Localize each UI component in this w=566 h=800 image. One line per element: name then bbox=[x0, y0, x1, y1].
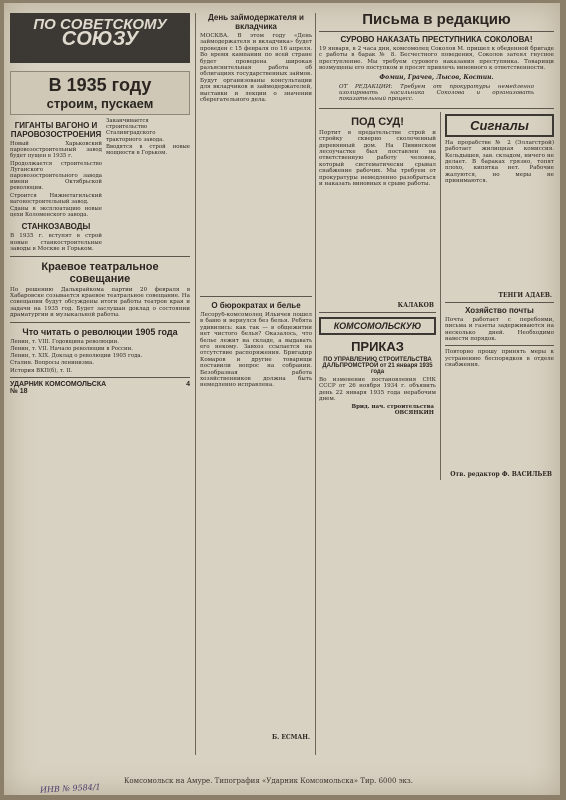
headline-box bbox=[10, 71, 190, 115]
lower-right-left bbox=[319, 112, 436, 481]
archive-stamp: ИНВ № 9584/1 bbox=[39, 782, 101, 795]
council-title: Краевое театральное совещание bbox=[41, 260, 159, 285]
signals-text: На прорабстве № 2 (Эллагстрой) работает жилищная комиссия. Кельдышев, зав. складом, ничего не делает. В бараках грязно, топят плохо, кипятка нет. Рабочие жалуются, но меры не принимаются. bbox=[444, 139, 554, 185]
list-item: Ленин, т. XIX. Доклад о революции 1905 года. bbox=[10, 353, 143, 360]
bureaucrats-author: Б. ЕСМАН. bbox=[272, 734, 310, 741]
section1-title: ГИГАНТЫ ВАГОНО И ПАРОВОЗОСТРОЕНИЯ bbox=[10, 121, 102, 139]
issue-footer bbox=[10, 381, 190, 388]
letter-title: СУРОВО НАКАЗАТЬ ПРЕСТУПНИКА СОКОЛОВА! bbox=[340, 35, 533, 44]
subheadline: строим, пускаем bbox=[46, 96, 154, 111]
list-item: Заканчивается строительство Сталинградского тракторного завода. bbox=[106, 118, 164, 143]
newspaper-page bbox=[4, 3, 560, 795]
court-author: КАЛАКОВ bbox=[397, 301, 434, 309]
lower-right bbox=[319, 112, 554, 481]
council-text: По решению Далькрайкома партии 20 февраля в Хабаровске созывается краевое театральное совещание. На совещании будут обсуждены итоги работы театров края и задачи на 1935 год. Будет заслушан доклад о состоянии драматургии и музыкальной работы. bbox=[10, 286, 190, 319]
loan-day-text: МОСКВА. В этом году «День займодержателя и вкладчика» будет проведен с 15 февраля по 16 апреля. Во время кампании по всей стране будет проведена широкая разъяснительная работа об облигациях государственных займов. Будут организованы консультации для вкладчиков и займодержателей, выставки и лекции о значении сберегательного дела. bbox=[200, 33, 312, 104]
letter-text: 19 января, в 2 часа дни, комсомолец Соколов М. пришел к обеденной бригаде с работы в барак № 8. Бесчестного поведения, Соколов затеял гнусное преступление. Мы требуем сурового наказания преступника. Товарищи возмущены его поступком и просят привлечь виновного к ответственности. bbox=[319, 46, 554, 72]
signals-author: ТЕНГИ АДАЕВ. bbox=[498, 291, 552, 299]
list-item: Сданы в эксплоатацию новые цехи Коломенского завода. bbox=[10, 206, 102, 219]
issue-number: № 18 bbox=[10, 387, 28, 395]
signals-title: Сигналы bbox=[445, 114, 554, 137]
letter-signatures: Фомин, Грачев, Лысов, Костин. bbox=[379, 73, 494, 81]
order-signature: Врид. нач. строительства ОВСЯНКИН bbox=[351, 404, 434, 417]
order-text: Во изменение постановления СНК СССР от 26 ноября 1934 г. объявить день 22 января 1935 года нерабочим днем. bbox=[319, 376, 436, 403]
list-item: Ленин, т. VIII. Годовщина революции. bbox=[10, 338, 119, 345]
section1-list bbox=[10, 141, 102, 218]
section2-title: СТАНКОЗАВОДЫ bbox=[21, 222, 91, 232]
bureaucrats-title: О бюрократах и белье bbox=[211, 301, 301, 310]
mail-title: Хозяйство почты bbox=[465, 305, 534, 315]
lower-right-right bbox=[445, 112, 554, 481]
editor-note: ОТ РЕДАКЦИИ: Требуем от прокуратуры немедленно изолировать насильника Соколова и организовать показательный процесс. bbox=[339, 83, 534, 103]
letters-title: Письма в редакцию bbox=[362, 11, 511, 28]
order-title: ПРИКАЗ bbox=[351, 338, 404, 354]
headline: В 1935 году bbox=[48, 75, 152, 95]
section1 bbox=[10, 118, 190, 253]
bottom-banner: УДАРНИК КОМСОМОЛЬСКА bbox=[10, 380, 107, 388]
page-number: 4 bbox=[186, 380, 190, 388]
court-text: Портит в предательстве строй и стройку скверно сколоченный деревянный дом. На Пивинском лесоучастке был поставлен на ответственную работу человек, который систематически срывал снабжение рабочих. Мы требуем от прокуратуры немедленно разобраться и наказать виновных в срыве работы. bbox=[319, 129, 436, 188]
list-item: Продолжается строительство Луганского паровозостроительного завода имени Октябрьской революции. bbox=[10, 160, 102, 192]
list-item: Вводятся в строй новые мощности в Горьком. bbox=[106, 143, 190, 157]
masthead-banner bbox=[10, 13, 190, 63]
column-middle bbox=[200, 3, 312, 743]
list-item: Ленин, т. VII. Начало революции в России. bbox=[10, 345, 133, 352]
list-item: История ВКП(б), т. II. bbox=[10, 367, 73, 374]
list-item: Сталин. Вопросы ленинизма. bbox=[10, 360, 94, 367]
court-title: ПОД СУД! bbox=[351, 115, 404, 128]
order-logo: КОМСОМОЛЬСКУЮ bbox=[319, 317, 436, 335]
masthead-line1: ПО СОВЕТСКОМУ bbox=[33, 16, 167, 33]
bureaucrats-text: Лесоруб-комсомолец Ильичев пошел в баню и вернулся без белья. Ребята удивились: как так — в общежитии нет чистого белья? Оказалось, что белье лежит на складе, а выдавать его некому. Завхоз ссылается на отсутствие распоряжения. Бригадир Комаров и другие товарищи поставили вопрос на собрании. Безобразная работа хозяйственников должна быть немедленно исправлена. bbox=[200, 312, 312, 389]
mail-text: Почта работает с перебоями, письма и газеты задерживаются на несколько дней. Необходимо навести порядок. bbox=[444, 316, 554, 343]
revolution-list bbox=[10, 339, 190, 374]
editor-signature: Отв. редактор Ф. ВАСИЛЬЕВ bbox=[450, 471, 552, 479]
order-subtitle: ПО УПРАВЛЕНИЮ СТРОИТЕЛЬСТВА ДАЛЬПРОМСТРОЙ от 21 января 1935 года bbox=[322, 356, 433, 375]
section2-text: В 1935 г. вступят в строй новые станкостроительные заводы в Москве и Горьком. bbox=[10, 233, 102, 253]
column-right bbox=[319, 3, 554, 480]
revolution-title: Что читать о революции 1905 года bbox=[22, 326, 178, 337]
masthead-line2: СОЮЗУ bbox=[61, 28, 139, 50]
section1-list-right bbox=[106, 118, 190, 253]
list-item: Новый Харьковский паровозостроительный завод будет пущен в 1935 г. bbox=[10, 141, 102, 160]
imprint: Комсомольск на Амуре. Типография «Ударник Комсомольска» Тир. 6000 экз. bbox=[124, 777, 413, 785]
column-left bbox=[10, 3, 190, 395]
list-item: Строится Нижнетагильский вагоностроительный завод. bbox=[10, 192, 102, 205]
loan-day-title: День займодержателя и вкладчика bbox=[208, 13, 304, 31]
right-note: Повторно прошу принять меры к устранению беспорядков в отделе снабжения. bbox=[444, 349, 554, 369]
